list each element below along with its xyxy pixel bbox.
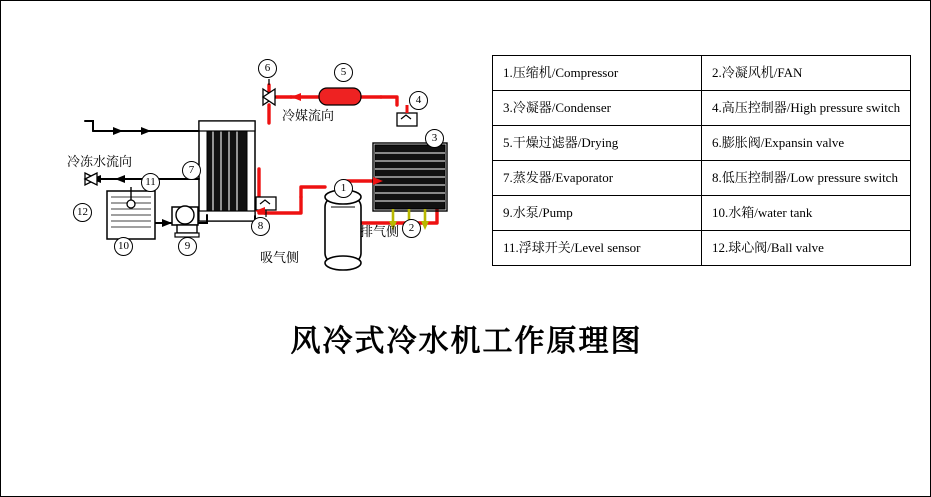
- legend-text: 低压控制器/Low pressure switch: [721, 169, 898, 185]
- compressor: [325, 190, 361, 270]
- legend-num: 8.: [712, 169, 722, 185]
- legend-text: 干燥过滤器/Drying: [512, 134, 619, 150]
- legend-cell-2: [702, 56, 911, 91]
- suction-side-label: 吸气侧: [260, 250, 300, 265]
- legend-text: 水箱/water tank: [728, 204, 813, 220]
- callout-2: 2: [402, 219, 421, 238]
- legend-num: 11.: [503, 239, 519, 255]
- legend-cell-9: [493, 196, 702, 231]
- legend-cell-8: [702, 161, 911, 196]
- legend-num: 7.: [503, 169, 513, 185]
- callout-12: 12: [73, 203, 92, 222]
- suction-line: [301, 187, 325, 197]
- water-tank: [107, 187, 155, 239]
- legend-num: 10.: [712, 204, 729, 220]
- legend-num: 12.: [712, 239, 729, 255]
- legend-table: [492, 55, 911, 266]
- legend-cell-12: [702, 231, 911, 266]
- legend-text: 高压控制器/High pressure switch: [721, 99, 901, 115]
- water-pump: [172, 206, 199, 237]
- legend-text: 水泵/Pump: [512, 204, 573, 220]
- drier-filter: [319, 88, 361, 105]
- chilled-water-flow-label: 冷冻水流向: [67, 154, 133, 169]
- condenser-outlet-line: [381, 97, 397, 105]
- legend-num: 3.: [503, 99, 513, 115]
- legend-cell-11: [493, 231, 702, 266]
- legend-cell-3: [493, 91, 702, 126]
- callout-4: 4: [409, 91, 428, 110]
- legend-cell-10: [702, 196, 911, 231]
- legend-text: 膨胀阀/Expansin valve: [721, 134, 845, 150]
- legend-cell-4: [702, 91, 911, 126]
- legend-row: [493, 161, 911, 196]
- legend-cell-1: [493, 56, 702, 91]
- legend-num: 1.: [503, 64, 513, 80]
- legend-row: [493, 231, 911, 266]
- legend-text: 冷凝器/Condenser: [512, 99, 611, 115]
- legend-num: 4.: [712, 99, 722, 115]
- callout-8: 8: [251, 217, 270, 236]
- callout-6: 6: [258, 59, 277, 78]
- legend-text: 蒸发器/Evaporator: [512, 169, 614, 185]
- legend-cell-7: [493, 161, 702, 196]
- page-title: 风冷式冷水机工作原理图: [290, 325, 643, 358]
- legend-cell-6: [702, 126, 911, 161]
- legend-num: 2.: [712, 64, 722, 80]
- evaporator: [199, 121, 255, 221]
- callout-1: 1: [334, 179, 353, 198]
- legend-row: [493, 56, 911, 91]
- legend-text: 冷凝风机/FAN: [721, 64, 803, 80]
- ball-valve: [85, 173, 97, 185]
- legend-text: 浮球开关/Level sensor: [518, 239, 641, 255]
- legend-num: 5.: [503, 134, 513, 150]
- callout-10: 10: [114, 237, 133, 256]
- legend-cell-5: [493, 126, 702, 161]
- callout-9: 9: [178, 237, 197, 256]
- legend-text: 压缩机/Compressor: [512, 64, 619, 80]
- callout-3: 3: [425, 129, 444, 148]
- legend-text: 球心阀/Ball valve: [728, 239, 824, 255]
- legend-num: 6.: [712, 134, 722, 150]
- legend-row: [493, 126, 911, 161]
- refrigerant-flow-label: 冷媒流向: [282, 108, 335, 123]
- legend-row: [493, 196, 911, 231]
- callout-7: 7: [182, 161, 201, 180]
- legend-num: 9.: [503, 204, 513, 220]
- discharge-side-label: 排气侧: [360, 224, 400, 239]
- condenser: [373, 143, 447, 211]
- callout-11: 11: [141, 173, 160, 192]
- water-supply-outlet: [85, 121, 93, 131]
- callout-5: 5: [334, 63, 353, 82]
- legend-row: [493, 91, 911, 126]
